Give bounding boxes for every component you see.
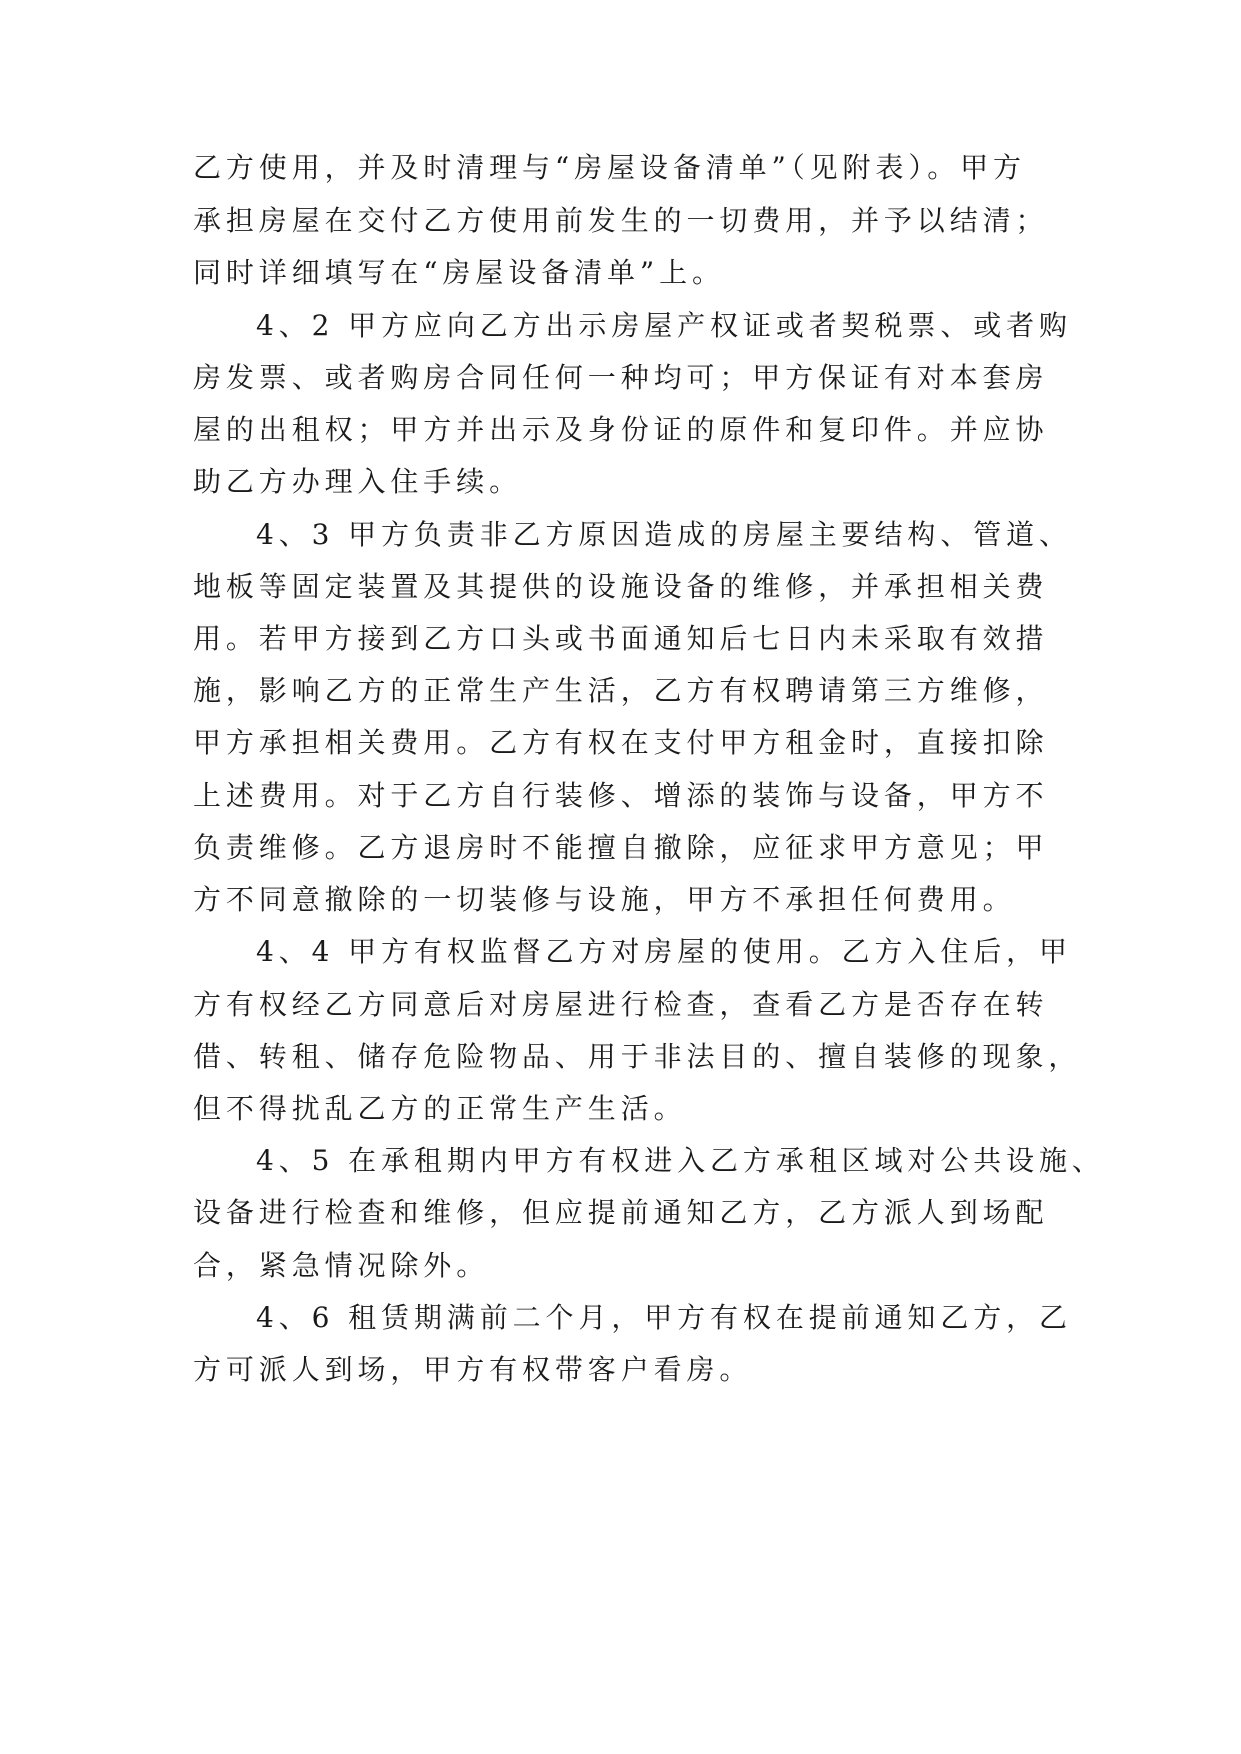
- text-line: 甲方承担相关费用。乙方有权在支付甲方租金时，直接扣除: [193, 726, 1049, 759]
- text-line: 同时详细填写在“房屋设备清单”上。: [193, 256, 725, 289]
- paragraph-start-4-4: 4、4 甲方有权监督乙方对房屋的使用。乙方入住后，甲: [256, 935, 1072, 968]
- text-line: 承担房屋在交付乙方使用前发生的一切费用，并予以结清；: [193, 204, 1049, 237]
- text-line: 乙方使用，并及时清理与“房屋设备清单”（见附表）。甲方: [193, 151, 1026, 184]
- text-line: 负责维修。乙方退房时不能擅自撤除，应征求甲方意见；甲: [193, 831, 1049, 864]
- paragraph-start-4-6: 4、6 租赁期满前二个月，甲方有权在提前通知乙方，乙: [256, 1301, 1072, 1334]
- text-line: 上述费用。对于乙方自行装修、增添的装饰与设备，甲方不: [193, 779, 1049, 812]
- text-line: 方有权经乙方同意后对房屋进行检查，查看乙方是否存在转: [193, 988, 1049, 1021]
- text-line: 合，紧急情况除外。: [193, 1249, 490, 1282]
- text-line: 用。若甲方接到乙方口头或书面通知后七日内未采取有效措: [193, 622, 1049, 655]
- text-line: 地板等固定装置及其提供的设施设备的维修，并承担相关费: [193, 570, 1049, 603]
- text-line: 方不同意撤除的一切装修与设施，甲方不承担任何费用。: [193, 883, 1016, 916]
- text-line: 但不得扰乱乙方的正常生产生活。: [193, 1092, 687, 1125]
- text-line: 设备进行检查和维修，但应提前通知乙方，乙方派人到场配: [193, 1196, 1049, 1229]
- paragraph-start-4-3: 4、3 甲方负责非乙方原因造成的房屋主要结构、管道、: [256, 518, 1072, 551]
- text-line: 方可派人到场，甲方有权带客户看房。: [193, 1353, 753, 1386]
- text-line: 屋的出租权；甲方并出示及身份证的原件和复印件。并应协: [193, 413, 1049, 446]
- paragraph-start-4-2: 4、2 甲方应向乙方出示房屋产权证或者契税票、或者购: [256, 309, 1072, 342]
- text-line: 房发票、或者购房合同任何一种均可；甲方保证有对本套房: [193, 361, 1049, 394]
- paragraph-start-4-5: 4、5 在承租期内甲方有权进入乙方承租区域对公共设施、: [256, 1144, 1105, 1177]
- text-line: 借、转租、储存危险物品、用于非法目的、擅自装修的现象，: [193, 1040, 1082, 1073]
- text-line: 施，影响乙方的正常生产生活，乙方有权聘请第三方维修，: [193, 674, 1049, 707]
- text-line: 助乙方办理入住手续。: [193, 465, 523, 498]
